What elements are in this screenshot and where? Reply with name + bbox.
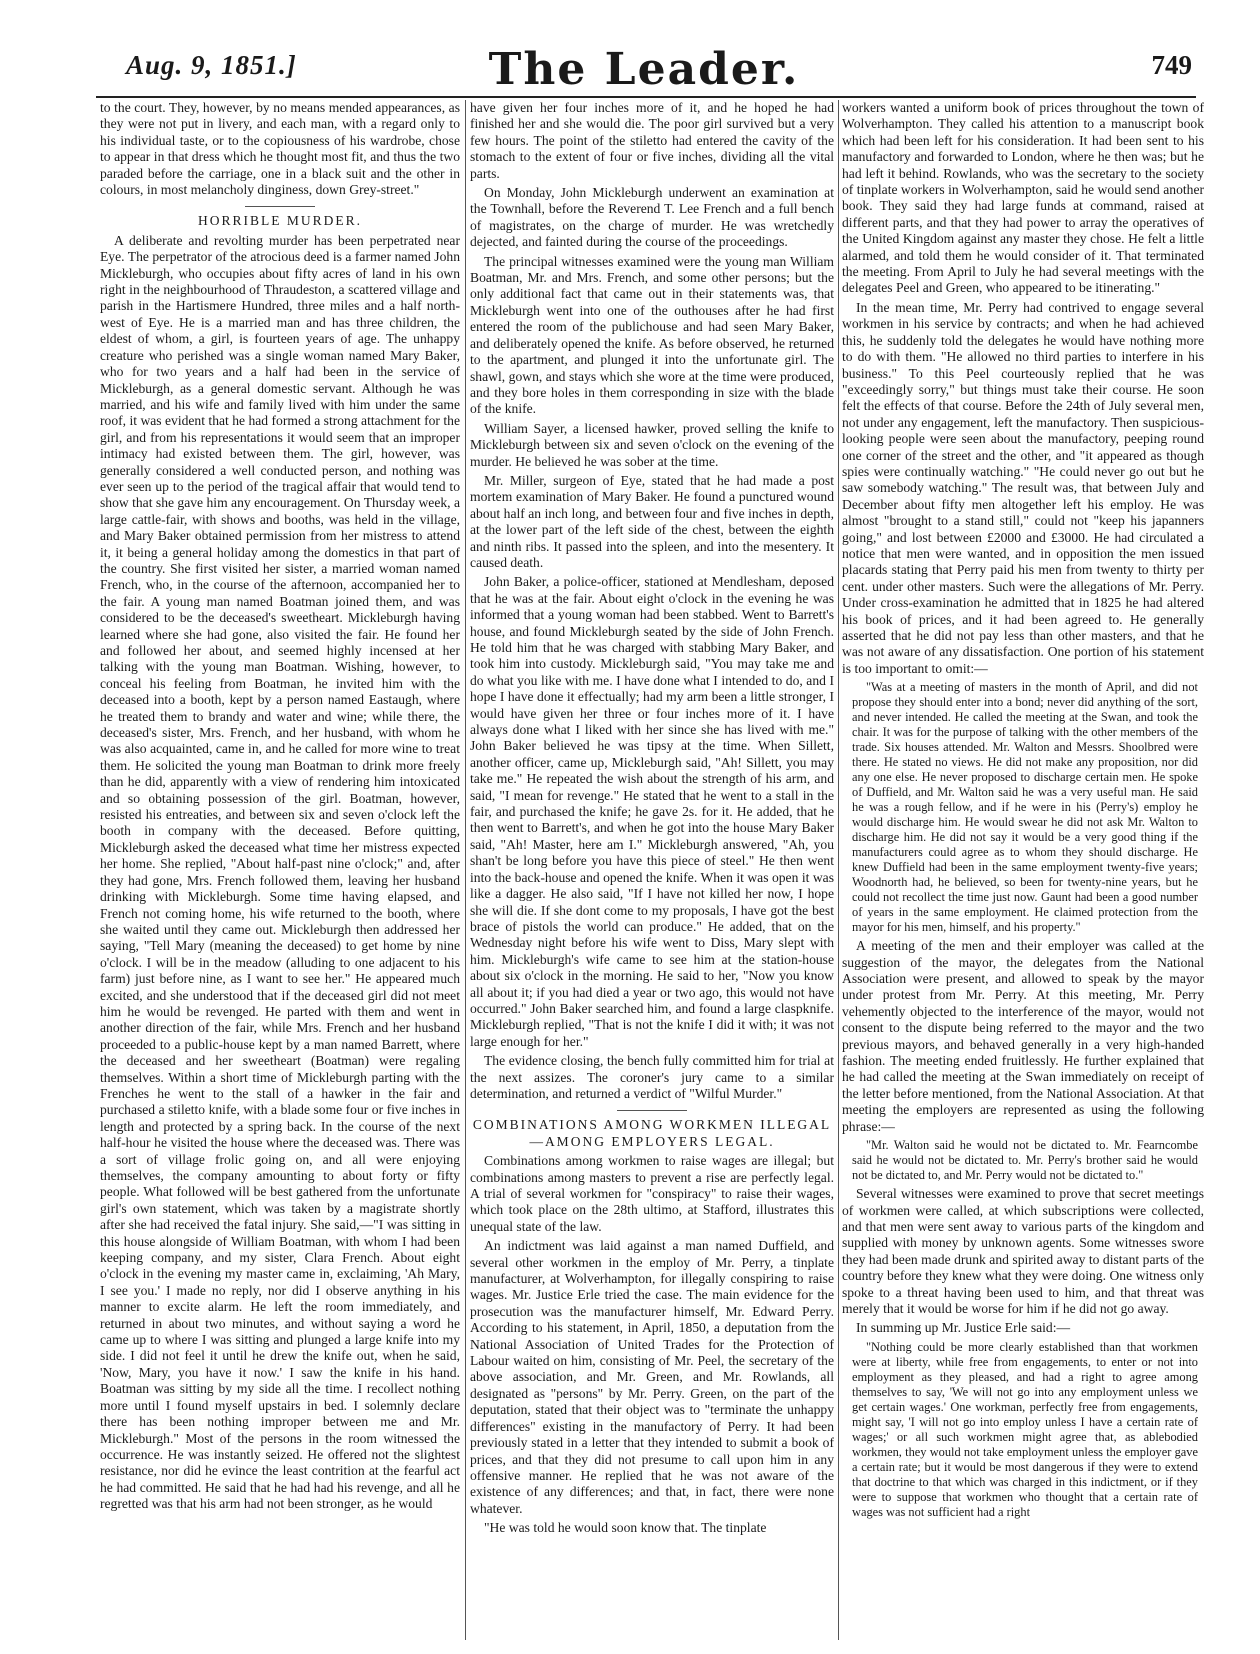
column-divider — [465, 100, 466, 1640]
column-1 — [100, 100, 460, 1640]
paragraph: On Monday, John Mickleburgh underwent an examination at the Townhall, before the Reverend T. Lee French and a full bench of magistrates, on the charge of murder. He was wretchedly dejected, and fainted during the course of the proceedings. — [470, 185, 834, 250]
paragraph: The principal witnesses examined were the young man William Boatman, Mr. and Mrs. French, and some other persons; but the only additional fact that came out in their statements was, that Mickleburgh went into one of the outhouses after he had first entered the room of the publichouse and had seen Mary Baker, and deliberately opened the knife. As before observed, he returned to the apartment, and plunged it into the unfortunate girl. The shawl, gown, and stays which she wore at the time were produced, and they bore holes in them corresponding in size with the blade of the knife. — [470, 253, 834, 417]
page-number: 749 — [1151, 50, 1192, 80]
paragraph: to the court. They, however, by no means mended appearances, as they were not put in livery, and each man, with a regard only to his individual taste, or to the copiousness of his wardrobe, chose to appear in that dress which he thought most fit, and thus the two paraded before the carriage, one in a black suit and the other in colours, in most melancholy dinginess, down Grey-street." — [100, 100, 460, 198]
section-separator — [245, 206, 315, 207]
column-3 — [842, 100, 1204, 1640]
paragraph: Mr. Miller, surgeon of Eye, stated that he had made a post mortem examination of Mary Baker. He found a punctured wound about half an inch long, and between four and five inches in depth, at the lower part of the left side of the chest, between the eighth and ninth ribs. It passed into the spleen, and into the mesentery. It caused death. — [470, 472, 834, 570]
paragraph: Combinations among workmen to raise wages are illegal; but combinations among masters to prevent a rise are perfectly legal. A trial of several workmen for "conspiracy" to raise their wages, which took place on the 28th ultimo, at Stafford, illustrates this unequal state of the law. — [470, 1153, 834, 1234]
paragraph: have given her four inches more of it, and he hoped he had finished her and she would die. The poor girl survived but a very few hours. The point of the stiletto had entered the cavity of the stomach to the extent of four or five inches, dividing all the vital parts. — [470, 100, 834, 181]
masthead — [96, 44, 1192, 100]
article-heading: COMBINATIONS AMONG WORKMEN ILLEGAL —AMONG EMPLOYERS LEGAL. — [472, 1117, 832, 1149]
article-heading: HORRIBLE MURDER. — [197, 213, 362, 229]
paragraph: John Baker, a police-officer, stationed at Mendlesham, deposed that he was at the fair. About eight o'clock in the evening he was informed that a young woman had been stabbed. Went to Barrett's house, and found Mickleburgh seated by the side of John French. He told him that he was charged with stabbing Mary Baker, and took him into custody. Mickleburgh said, "You may take me and do what you like with me. I have done what I intended to do, and I hope I have done it effectually; had my arm been a little stronger, I would have given her three or four inches more of it. I have always done what I liked with her since she has lived with me." John Baker believed he was tipsy at the time. When Sillett, another officer, came up, Mickleburgh said, "Ah! Sillett, you may take me." He repeated the wish about the strength of his arm, and said, "I mean for revenge." He stated that he went to a stall in the fair, and purchased the knife; he gave 2s. for it. He added, that he then went to Barrett's, and when he got into the house Mary Baker said, "Ah! Master, here am I." Mickleburgh answered, "Ah, you shan't be long before you have this piece of steel." He then went into the back-house and opened the knife. When it was open it was like a dagger. He also said, "If I have not killed her now, I hope she will die. If she dont come to my proposals, I have got the best brace of pistols the world can produce." He added, that on the Wednesday night before his wife went to Diss, Mary slept with him. Mickleburgh's wife came to see him at the station-house about six o'clock in the morning. He said to her, "Now you know all about it; if you had died a year or two ago, this would not have occurred." John Baker searched him, and found a large claspknife. Mickleburgh replied, "That is not the knife I did it with; it was not large enough for her." — [470, 574, 834, 1049]
column-divider — [838, 100, 839, 1640]
paragraph: workers wanted a uniform book of prices throughout the town of Wolverhampton. They called his attention to a manuscript book which had been left for his consideration. It had been sent to his manufactory and forwarded to London, where he then was; but he had left it behind. Rowlands, who was the secretary to the society of tinplate workers in Wolverhampton, said he would send another book. They said they had large funds at command, raised at different parts, and that they had power to array the operatives of the United Kingdom against any master they chose. He felt a little alarmed, and told them he would consider of it. That terminated the meeting. From April to July he had several meetings with the delegates Peel and Green, who appeared to be itinerating." — [842, 100, 1204, 296]
paragraph: "He was told he would soon know that. The tinplate — [484, 1520, 767, 1536]
paragraph: In the mean time, Mr. Perry had contrived to engage several workmen in his service by contracts; and when he had achieved this, he suddenly told the delegates he would have nothing more to do with them. "He allowed no third parties to interfere in his business." To this Peel courteously replied that he was "exceedingly sorry," but things must take their course. He soon felt the effects of that course. Before the 24th of July several men, not under any engagement, left the manufactory. Then suspicious-looking people were seen about the manufactory, peeping round one corner of the street and the other, and "it appeared as though spies were continually watching." "He could never go out but he saw somebody watching." The result was, that between July and December about fifty men altogether left his employ. He was almost "brought to a stand still," could not "keep his japanners going," and lost between £2000 and £3000. He had circulated a notice that men were wanted, and in opposition the men issued placards stating that Perry paid his men from twenty to thirty per cent. under other masters. Such were the allegations of Mr. Perry. Under cross-examination he admitted that in 1825 he had altered his book of prices, and it had been agreed to. He generally asserted that he did not pay less than other masters, and that he was not aware of any dissatisfaction. One portion of his statement is too important to omit:— — [842, 299, 1204, 676]
paragraph: A meeting of the men and their employer was called at the suggestion of the mayor, the delegates from the National Association were present, and allowed to speak by the mayor under protest from Mr. Perry. At this meeting, Mr. Perry vehemently objected to the interference of the mayor, would not consent to the dispute being referred to the mayor and the two previous mayors, and behaved generally in a very high-handed fashion. The meeting ended fruitlessly. He further explained that he had called the meeting at the Swan immediately on receipt of the letter before mentioned, from the National Association. At that meeting the employers are represented as using the following phrase:— — [842, 938, 1204, 1134]
issue-date: Aug. 9, 1851.] — [126, 50, 297, 80]
section-separator — [617, 1110, 687, 1111]
block-quote: "Nothing could be more clearly established than that workmen were at liberty, while free from engagements, to enter or not into employment as they pleased, and had a right to agree among themselves to say, 'We will not go into any employment unless we get certain wages.' One workman, perfectly free from engagements, might say, 'I will not go into employ unless I have a certain rate of wages;' or all such workmen might agree that, as ablebodied workmen, they would not take employment unless the employer gave a certain rate; but it would be most dangerous if they were to extend that doctrine to that which was charged in this indictment, or if they were to suppose that workmen who thought that a certain rate of wages was not sufficient had a right — [852, 1339, 1198, 1519]
paragraph: A deliberate and revolting murder has been perpetrated near Eye. The perpetrator of the atrocious deed is a farmer named John Mickleburgh, who occupies about fifty acres of land in his own right in the neighbourhood of Thraudeston, a scattered village and parish in the Hartismere Hundred, three miles and a half north-west of Eye. He is a married man and has three children, the eldest of whom, a girl, is fourteen years of age. The unhappy creature who perished was a single woman named Mary Baker, who for two years and a half had been in the service of Mickleburgh, as a general domestic servant. Although he was married, and his wife and family lived with him under the same roof, it was evident that he had formed a strong attachment for the girl, and from his representations it would seem that an improper intimacy had existed between them. The girl, however, was generally considered a well conducted person, and nothing was ever seen up to the period of the tragical affair that would tend to show that she gave him any encouragement. On Thursday week, a large cattle-fair, with shows and booths, was held in the village, and Mary Baker obtained permission from her mistress to attend it, it being a general holiday among the domestics in that part of the country. She first visited her sister, a married woman named French, who, in the course of the afternoon, accompanied her to the fair. A young man named Boatman joined them, and was considered to be the deceased's sweetheart. Mickleburgh having learned where she had gone, also visited the fair. He found her and followed her about, and seemed highly incensed at her talking with the young man Boatman. Wishing, however, to conceal his feeling from Boatman, he invited him with the deceased into a booth, kept by a person named Eastaugh, where he treated them to brandy and water and wine; while there, the deceased's sister, Mrs. French, and her husband, with whom he was also acquainted, came in, and he called for more wine to treat them. He solicited the young man Boatman to drink more freely than he did, apparently with a view of rendering him intoxicated and so obtaining possession of the girl. Boatman, however, resisted his entreaties, and between six and seven o'clock left the booth in company with the deceased. Before quitting, Mickleburgh asked the deceased what time her mistress expected her home. She replied, "About half-past nine o'clock;" and, after they had gone, Mrs. French followed them, leaving her husband drinking with Mickleburgh. Some time having elapsed, and French not coming home, his wife returned to the booth, where she waited until they came out. Mickleburgh then addressed her saying, "Tell Mary (meaning the deceased) to get home by nine o'clock. I will be in the meadow (alluding to one adjacent to his farm) just before nine, as I want to see her." He appeared much excited, and she understood that if the deceased girl did not meet him he would be revenged. He parted with them and went in another direction of the fair, while Mrs. French and her husband proceeded to a public-house kept by a man named Barrett, where the deceased and her sweetheart (Boatman) were regaling themselves. Within a short time of Mickleburgh parting with the Frenches he went to the stall of a hawker in the fair and purchased a stiletto knife, with a blade some four or five inches in length and protected by a spring back. In the course of the next half-hour he visited the house where the deceased was. There was a sort of village frolic going on, and all were enjoying themselves, the company amounting to about forty or fifty people. What followed will be best gathered from the unfortunate girl's own statement, which was taken by a magistrate shortly after she had received the fatal injury. She said,—"I was sitting in this house alongside of William Boatman, with whom I had been keeping company, and my sister, Clara French. About eight o'clock in the evening my master came in, exclaiming, 'Ah Mary, I see you.' I made no reply, nor did I observe anything in his manner to excite alarm. He left the room immediately, and returned in about two minutes, and without saying a word he came up to where I was sitting and plunged a large knife into my side. I did not feel it until he drew the knife out, when he said, 'Now, Mary, you have it now.' I saw the knife in his hand. Boatman was sitting by my side all the time. I recollect nothing more until I found myself upstairs in bed. I solemnly declare there has been nothing improper between me and Mr. Mickleburgh." Most of the persons in the room witnessed the occurrence. He was instantly seized. He offered not the slightest resistance, nor did he evince the least contrition at the fearful act he had committed. He said that he had had his revenge, and all he regretted was that his arm had not been stronger, as he would — [100, 232, 460, 1512]
paragraph: Several witnesses were examined to prove that secret meetings of workmen were called, at which subscriptions were collected, and that men were sent away to various parts of the kingdom and supplied with money by unknown agents. Some witnesses swore they had been made drunk and spirited away to distant parts of the country before they knew what they were doing. One witness only spoke to a threat having been used to him, and that threat was merely that it would be worse for him if he did not go away. — [842, 1186, 1204, 1316]
header-rule — [96, 96, 1196, 98]
paragraph: William Sayer, a licensed hawker, proved selling the knife to Mickleburgh between six and seven o'clock on the evening of the murder. He believed he was sober at the time. — [470, 420, 834, 469]
block-quote: "Was at a meeting of masters in the month of April, and did not propose they should enter into a bond; never did anything of the sort, and never intended. He called the meeting at the Swan, and took the chair. It was for the purpose of talking with the other members of the trade. Six houses attended. Mr. Walton and Messrs. Shoolbred were there. He stated no views. He did not make any proposition, nor did any one else. He never proposed to discharge certain men. He spoke of Duffield, and Mr. Walton said he was a very useful man. He said he was a rough fellow, and if he were in his (Perry's) employ he would discharge him. He would swear he did not ask Mr. Walton to discharge him. He did not say it would be a very good thing if the manufacturers could agree as to whom they should discharge. He knew Duffield had been in the same employment twenty-five years; Woodnorth had, he believed, so been for twenty-nine years, but he could not recollect the time just now. Gaunt had been a good number of years in the same employment. He claimed protection from the mayor for his men, himself, and his property." — [852, 680, 1198, 935]
column-2 — [470, 100, 834, 1640]
paragraph: The evidence closing, the bench fully committed him for trial at the next assizes. The coroner's jury came to a similar determination, and returned a verdict of "Wilful Murder." — [470, 1053, 834, 1101]
paragraph: An indictment was laid against a man named Duffield, and several other workmen in the employ of Mr. Perry, a tinplate manufacturer, at Wolverhampton, for illegally conspiring to raise wages. Mr. Justice Erle tried the case. The main evidence for the prosecution was the manufacturer himself, Mr. Edward Perry. According to his statement, in April, 1850, a deputation from the National Association of United Trades for the Protection of Labour waited on him, consisting of Mr. Peel, the secretary of the above association, and Mr. Green, and Mr. Rowlands, all designated as "persons" by Mr. Perry. Green, on the part of the deputation, stated that their object was to "terminate the unhappy differences" existing in the manufactory of Perry. It had been previously stated in a letter that they intended to submit a book of prices, and that they did not presume to call upon him in any offensive manner. He replied that he was not aware of the existence of any differences; and that, in fact, there were none whatever. — [470, 1238, 834, 1516]
block-quote: "Mr. Walton said he would not be dictated to. Mr. Fearncombe said he would not be dictated to. Mr. Perry's brother said he would not be dictated to, and Mr. Perry would not be dictated to." — [852, 1138, 1198, 1183]
paragraph: In summing up Mr. Justice Erle said:— — [856, 1320, 1071, 1336]
newspaper-title: The Leader. — [488, 44, 800, 95]
